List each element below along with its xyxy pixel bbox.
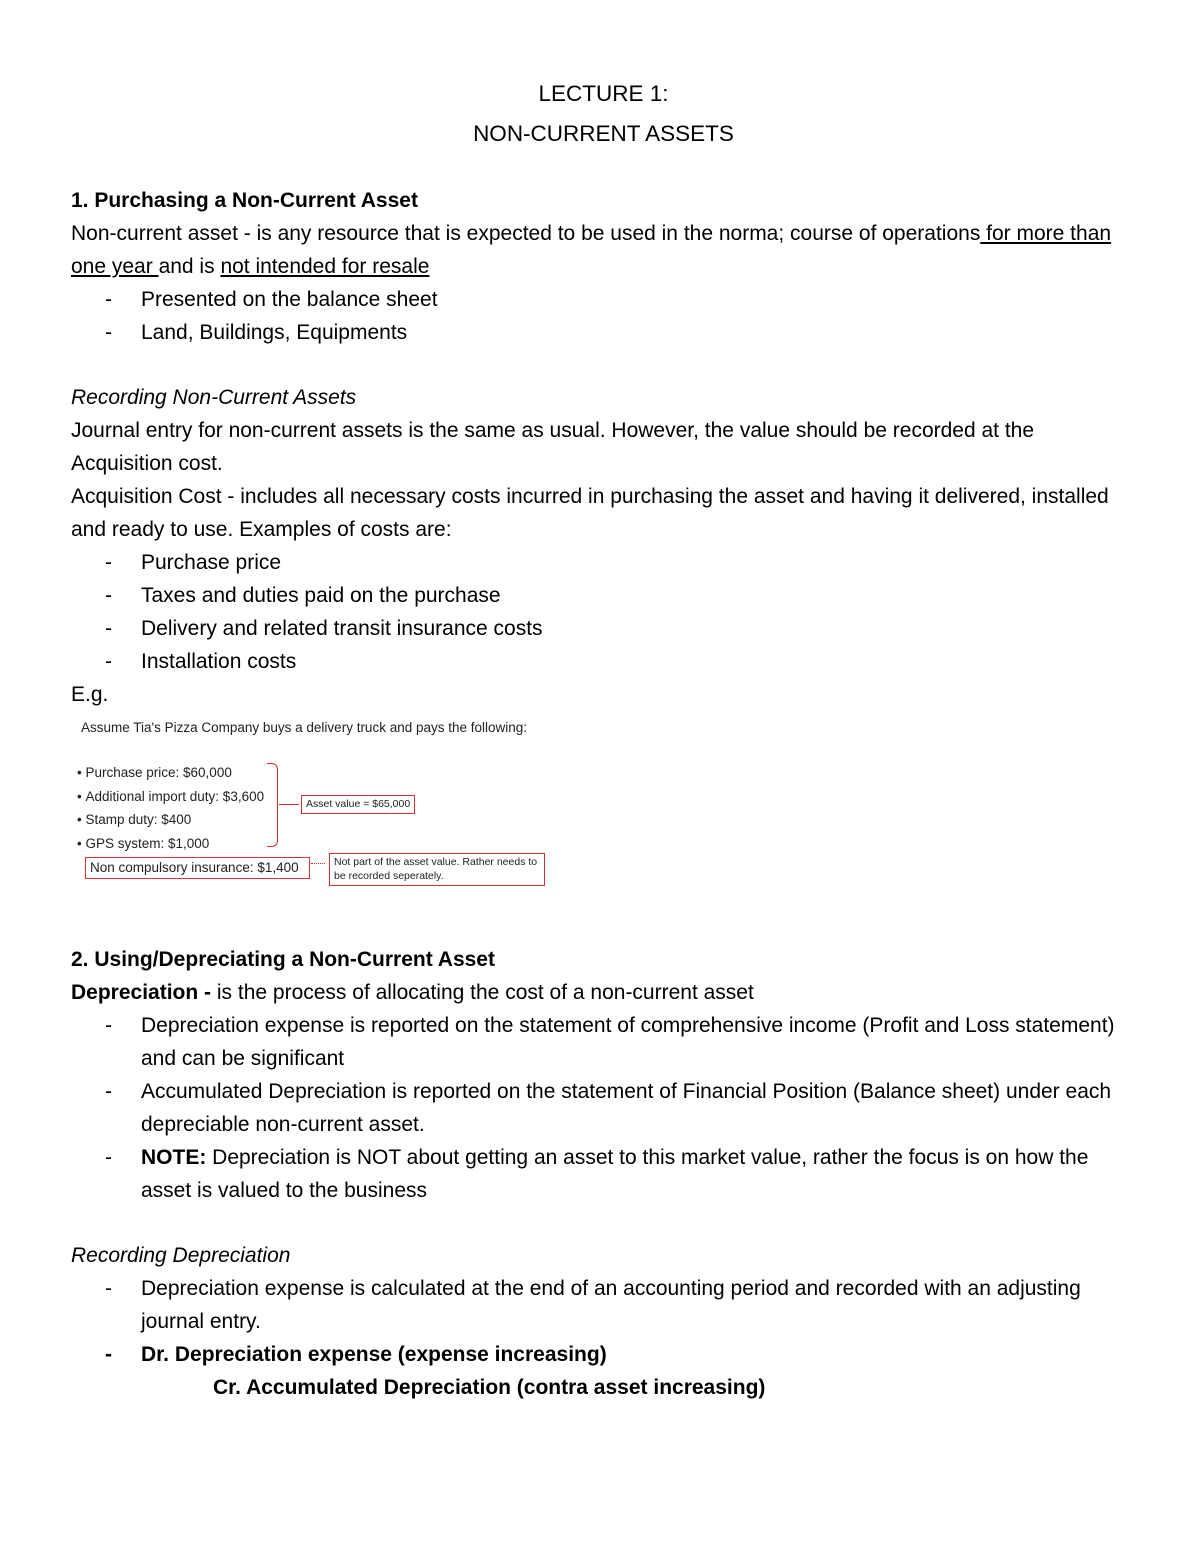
example-item: • Stamp duty: $400 [77, 808, 310, 832]
lecture-number: LECTURE 1: [538, 81, 669, 106]
example-heading: Assume Tia's Pizza Company buys a delivery truck and pays the following: [81, 720, 528, 735]
depreciation-definition [71, 976, 1136, 1009]
example-figure [71, 713, 551, 903]
asset-value-arrow [279, 804, 299, 805]
recording-depreciation-bullets [71, 1272, 1136, 1371]
list-item: - Purchase price [71, 546, 1136, 579]
list-item: - Accumulated Depreciation is reported on the statement of Financial Position (Balance sheet) under each depreciable non-current asset. [71, 1075, 1136, 1141]
excluded-item: Non compulsory insurance: $1,400 [85, 857, 310, 879]
definition-underline-1: for more than one year [71, 222, 1112, 278]
example-item: • GPS system: $1,000 [77, 832, 310, 856]
example-label: E.g. [71, 683, 109, 706]
asset-value-callout: Asset value = $65,000 [301, 795, 415, 814]
depreciation-bullets [71, 1009, 1136, 1207]
note-text: Depreciation is NOT about getting an asset to this market value, rather the focus is on how the asset is valued to the business [141, 1146, 1089, 1202]
cost-bullets [71, 546, 1136, 678]
definition-text-1: Non-current asset - is any resource that is expected to be used in the norma; course of operations [71, 222, 981, 245]
list-item: - Land, Buildings, Equipments [71, 316, 1136, 349]
note-label: NOTE: [141, 1146, 207, 1169]
non-current-asset-definition [71, 217, 1136, 283]
depreciation-definition-text: is the process of allocating the cost of a non-current asset [211, 981, 754, 1004]
list-item: - Installation costs [71, 645, 1136, 678]
example-item: • Purchase price: $60,000 [77, 761, 310, 785]
section2-heading: 2. Using/Depreciating a Non-Current Asset [71, 948, 495, 971]
list-item: - Depreciation expense is calculated at the end of an accounting period and recorded with an adjusting journal entry. [71, 1272, 1136, 1338]
recording-paragraph-1: Journal entry for non-current assets is the same as usual. However, the value should be recorded at the Acquisition cost. [71, 419, 1035, 475]
list-item: - Presented on the balance sheet [71, 283, 1136, 316]
journal-debit-line: - Dr. Depreciation expense (expense increasing) [71, 1338, 1136, 1371]
list-item [71, 1141, 1136, 1207]
journal-credit-line: Cr. Accumulated Depreciation (contra asset increasing) [213, 1376, 766, 1399]
list-item: - Taxes and duties paid on the purchase [71, 579, 1136, 612]
definition-underline-2: not intended for resale [220, 255, 430, 278]
excluded-note-callout: Not part of the asset value. Rather needs to be recorded seperately. [329, 853, 545, 886]
recording-paragraph-2: Acquisition Cost - includes all necessary costs incurred in purchasing the asset and having it delivered, installed and ready to use. Examples of costs are: [71, 485, 1109, 541]
list-item: - Delivery and related transit insurance costs [71, 612, 1136, 645]
depreciation-term: Depreciation - [71, 981, 212, 1004]
document-page [71, 74, 1136, 1404]
recording-depreciation-heading: Recording Depreciation [71, 1244, 291, 1267]
list-item: - Depreciation expense is reported on the statement of comprehensive income (Profit and Loss statement) and can be significant [71, 1009, 1136, 1075]
excluded-note-arrow [311, 863, 325, 864]
definition-bullets [71, 283, 1136, 349]
section1-heading: 1. Purchasing a Non-Current Asset [71, 189, 418, 212]
grouping-bracket [267, 763, 278, 847]
example-item: • Additional import duty: $3,600 [77, 785, 310, 809]
definition-text-2: and is [158, 255, 221, 278]
lecture-title: NON-CURRENT ASSETS [473, 121, 734, 146]
recording-assets-heading: Recording Non-Current Assets [71, 386, 357, 409]
